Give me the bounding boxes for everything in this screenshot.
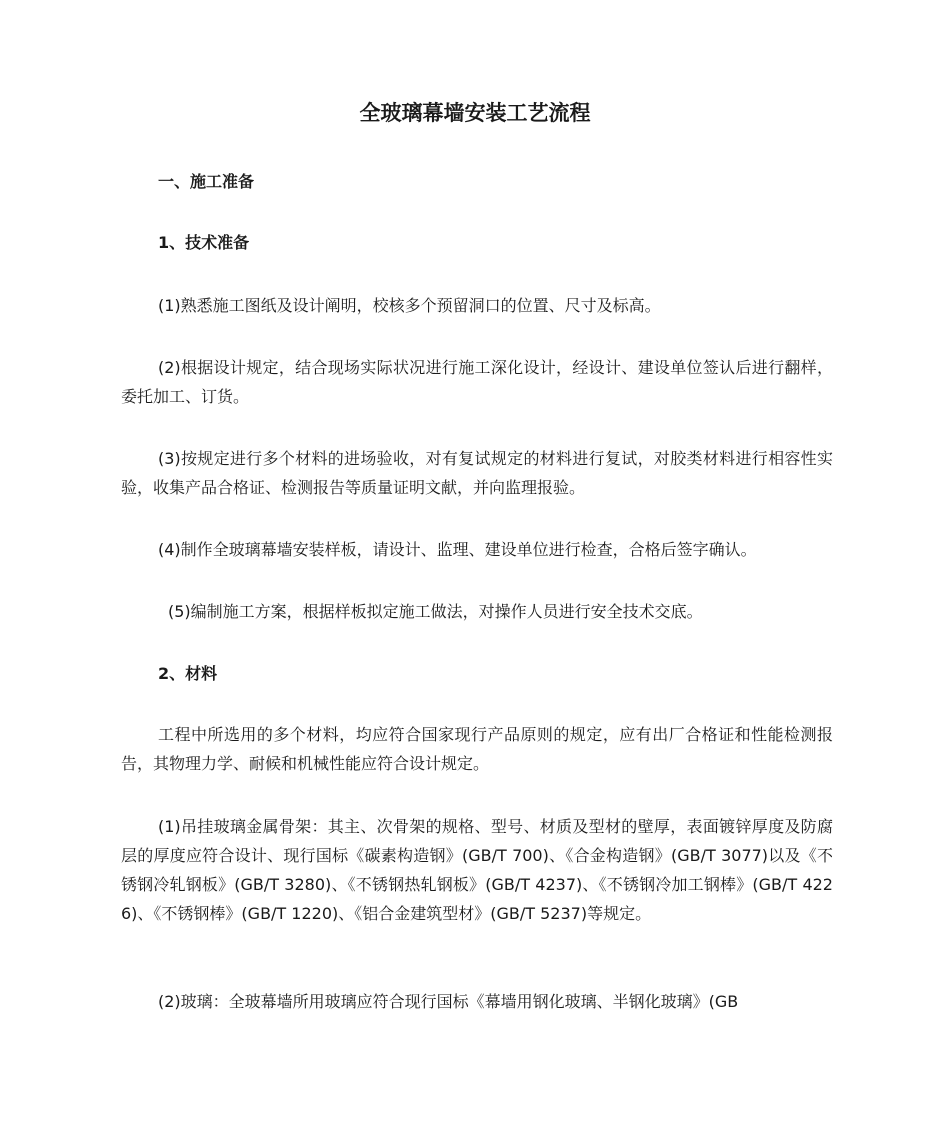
paragraph-materials-item-2: (2)玻璃：全玻幕墙所用玻璃应符合现行国标《幕墙用钢化玻璃、半钢化玻璃》(GB — [158, 992, 739, 1011]
subsection-heading-materials: 2、材料 — [158, 664, 218, 683]
paragraph-materials-item-1: (1)吊挂玻璃金属骨架：其主、次骨架的规格、型号、材质及型材的壁厚，表面镀锌厚度及防腐层的厚度应符合设计、现行国标《碳素构造钢》(GB/T 700)、《合金构造钢》(GB/T 3077)以及《不锈钢冷轧钢板》(GB/T 3280)、《不锈钢热轧钢板》(GB/T 4237)、《不锈钢冷加工钢棒》(GB/T 4226)、《不锈钢棒》(GB/T 1220)、《铝合金建筑型材》(GB/T 5237)等规定。 — [121, 817, 833, 923]
paragraph-materials-intro: 工程中所选用的多个材料，均应符合国家现行产品原则的规定，应有出厂合格证和性能检测报告，其物理力学、耐候和机械性能应符合设计规定。 — [121, 725, 833, 773]
paragraph-tech-item-3: (3)按规定进行多个材料的进场验收，对有复试规定的材料进行复试，对胶类材料进行相容性实验，收集产品合格证、检测报告等质量证明文献，并向监理报验。 — [121, 449, 833, 497]
paragraph-tech-item-4: (4)制作全玻璃幕墙安装样板，请设计、监理、建设单位进行检查，合格后签字确认。 — [158, 540, 757, 559]
paragraph-tech-item-1: (1)熟悉施工图纸及设计阐明，校核多个预留洞口的位置、尺寸及标高。 — [158, 296, 661, 315]
section-heading-construction-prep: 一、施工准备 — [158, 172, 255, 191]
paragraph-tech-item-2: (2)根据设计规定，结合现场实际状况进行施工深化设计，经设计、建设单位签认后进行翻样，委托加工、订货。 — [121, 358, 833, 406]
subsection-heading-technical-prep: 1、技术准备 — [158, 233, 250, 252]
paragraph-tech-item-5: (5)编制施工方案，根据样板拟定施工做法，对操作人员进行安全技术交底。 — [168, 602, 703, 621]
document-title: 全玻璃幕墙安装工艺流程 — [359, 101, 591, 125]
